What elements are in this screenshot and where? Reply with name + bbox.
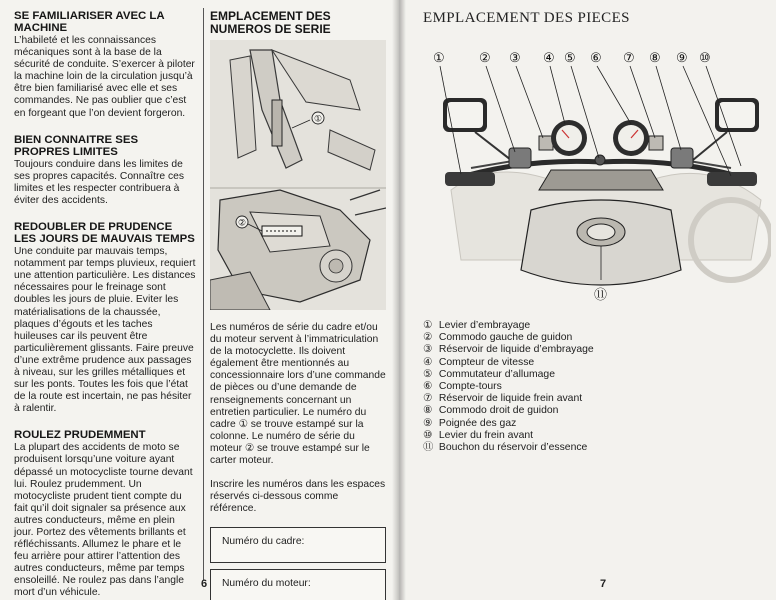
- list-item: ③ Réservoir de liquide d’embrayage: [423, 344, 594, 356]
- serial-description: Les numéros de série du cadre et/ou du moteur servent à l’immatriculation de la motocyclette. Ils doivent également être mentionnés au concessionnaire lors d’une commande de pièces ou d’une demande de renseignements concernant un entretien particulier. Le numéro du cadre ① se trouve estampé sur la colonne. Le numéro de série du moteur ② se trouve estampé sur le carter moteur.: [210, 322, 386, 467]
- frame-number-label: Numéro du cadre:: [222, 536, 305, 548]
- list-item: ⑪ Bouchon du réservoir d’essence: [423, 442, 588, 454]
- list-item: ① Levier d’embrayage: [423, 320, 531, 331]
- parts-list: [423, 320, 594, 454]
- serial-instruction: Inscrire les numéros dans les espaces réservés ci-dessous comme référence.: [210, 479, 386, 515]
- section-body: La plupart des accidents de moto se produisent lorsqu’une voiture ayant dépassé un motocycliste tourne devant lui. Roulez prudemment. Un motocycliste prudent tient compte du fait qu’il doit signaler sa présence aux autres conducteurs, même en plein jour. Portez des vêtements brillants et réfléchissants. Allumez le phare et le feu arrière pour attirer l’attention des autres conducteurs, même par temps ensoleillé. Ne roulez pas dans l’angle mort d’un véhicule.: [14, 442, 193, 599]
- list-item: ⑥ Compte-tours: [423, 381, 502, 393]
- callout-2: ②: [479, 50, 491, 65]
- binding-gutter: [392, 0, 406, 600]
- section-familiarise: [14, 10, 196, 120]
- page-number-left: 6: [201, 578, 208, 590]
- section-title: REDOUBLER DE PRUDENCE LES JOURS DE MAUVAIS TEMPS: [14, 221, 195, 246]
- callout-3: ③: [509, 50, 521, 65]
- callout-frame-number: ①: [313, 114, 323, 125]
- callout-11: ⑪: [594, 287, 608, 302]
- serial-location-illustration: [210, 40, 386, 310]
- section-body: L’habileté et les connaissances mécaniques sont à la base de la sécurité de conduite. S’exercer à piloter la machine loin de la circulation jusqu’à être bien familiarisé avec elle et ses commandes. Ne pas oublier que c’est en forgeant que l’on devient forgeron.: [14, 35, 195, 119]
- parts-title: EMPLACEMENT DES PIECES: [423, 10, 630, 26]
- list-item: ⑩ Levier du frein avant: [423, 429, 534, 441]
- list-item: ⑤ Commutateur d’allumage: [423, 368, 555, 380]
- list-item: ⑦ Réservoir de liquide frein avant: [423, 393, 583, 405]
- motorcycle-cockpit-illustration: [431, 40, 771, 310]
- callout-4: ④: [543, 50, 555, 65]
- cockpit-drawing: [431, 40, 771, 310]
- serial-column: [210, 10, 386, 600]
- section-body: Toujours conduire dans les limites de ses propres capacités. Connaître ces limites et les respecter contribuera à éviter des accidents.: [14, 158, 184, 206]
- engine-number-label: Numéro du moteur:: [222, 578, 311, 590]
- callout-engine-number: ②: [237, 218, 247, 229]
- callout-7: ⑦: [623, 50, 635, 65]
- page-number-right: 7: [600, 578, 607, 590]
- callout-1: ①: [433, 50, 445, 65]
- list-item: ④ Compteur de vitesse: [423, 356, 535, 368]
- section-title: ROULEZ PRUDEMMENT: [14, 429, 146, 442]
- section-title: SE FAMILIARISER AVEC LA MACHINE: [14, 10, 165, 34]
- section-bad-weather: [14, 221, 196, 415]
- callout-10: ⑩: [699, 50, 711, 65]
- callout-6: ⑥: [590, 50, 602, 65]
- section-title: BIEN CONNAITRE SES PROPRES LIMITES: [14, 133, 139, 158]
- callout-5: ⑤: [564, 50, 576, 65]
- frame-number-field[interactable]: [210, 527, 386, 563]
- list-item: ② Commodo gauche de guidon: [423, 332, 573, 344]
- list-item: ⑧ Commodo droit de guidon: [423, 405, 559, 417]
- engine-number-field[interactable]: [210, 569, 386, 600]
- serial-title: EMPLACEMENT DES NUMEROS DE SERIE: [210, 9, 331, 36]
- section-ride-carefully: [14, 429, 196, 599]
- list-item: ⑨ Poignée des gaz: [423, 417, 517, 429]
- section-body: Une conduite par mauvais temps, notamment par temps pluvieux, requiert une attention particulière. Les distances nécessaires pour le freinage sont doubles les jours de pluie. Eviter les matérialisations de la chaussée, plaques d’égouts et les taches huileuses car ils peuvent être particulièrement glissants. Faire preuve d’une extrême prudence aux passages à niveau, sur les grilles métalliques et sur les ponts. Toutes les fois que l’état de la route est incertain, ne pas hésiter à ralentir.: [14, 246, 196, 415]
- page-right: [397, 0, 776, 600]
- callout-8: ⑧: [649, 50, 661, 65]
- frame-engine-drawing: [210, 40, 386, 310]
- safety-column: [14, 10, 196, 600]
- column-divider: [203, 8, 204, 580]
- callout-9: ⑨: [676, 50, 688, 65]
- top-callouts: [431, 50, 771, 70]
- section-limits: [14, 134, 196, 207]
